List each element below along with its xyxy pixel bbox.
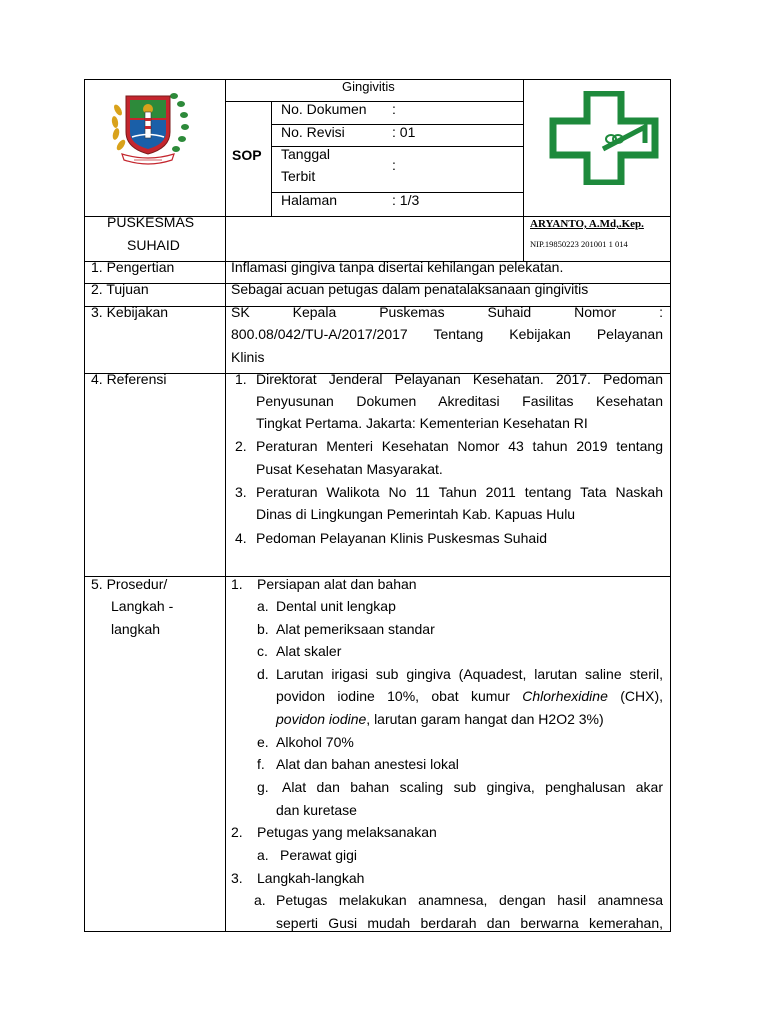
kabupaten-crest-logo [108,82,192,168]
item-d-line1: Larutan irigasi sub gingiva (Aquadest, larutan saline steril, [276,666,663,682]
no-revisi-value: : 01 [392,124,416,140]
povidon-iodine-text: povidon iodine [276,711,367,727]
kebijakan-label: 3. Kebijakan [91,304,169,320]
signer-name: ARYANTO, A.Md,.Kep. [530,218,644,230]
item-d-num: d. [257,666,269,682]
referensi-1-line1: Direktorat Jenderal Pelayanan Kesehatan. 2017. Pedoman [256,371,663,387]
referensi-3-num: 3. [235,484,247,500]
tujuan-text: Sebagai acuan petugas dalam penatalaksanaan gingivitis [231,281,589,297]
tanggal-terbit-label-1: Tanggal [281,146,331,162]
step1-title: Persiapan alat dan bahan [257,576,417,592]
item-g-num: g. [257,779,269,795]
item-e-text: Alkohol 70% [276,734,354,750]
prosedur-label-2: Langkah - [111,598,174,614]
chlorhexidine-text: Chlorhexidine [522,688,608,704]
prosedur-label-1: 5. Prosedur/ [91,576,168,592]
item-c-text: Alat skaler [276,643,342,659]
step3-item-line2: seperti Gusi mudah berdarah dan berwarna kemerahan, [276,915,663,931]
step2-item-num: a. [257,847,269,863]
prosedur-label-3: langkah [111,621,161,637]
signer-nip: NIP.19850223 201001 1 014 [530,239,628,249]
item-d-line2-words: povidon iodine 10%, obat kumur [276,688,510,704]
crest-leaves-right [170,93,189,152]
step2-num: 2. [231,824,243,840]
referensi-1-num: 1. [235,371,247,387]
item-e-num: e. [257,734,269,750]
referensi-4-num: 4. [235,530,247,546]
tujuan-label: 2. Tujuan [91,281,149,297]
item-f-text: Alat dan bahan anestesi lokal [276,756,459,772]
item-g-line2: dan kuretase [276,802,357,818]
referensi-4-line1: Pedoman Pelayanan Klinis Puskesmas Suhaid [256,530,548,546]
step3-item-num: a. [254,892,266,908]
tanggal-terbit-value: : [392,157,396,173]
puskesmas-cross-logo [549,91,659,185]
step3-item-line1: Petugas melakukan anamnesa, dengan hasil anamnesa [276,892,663,908]
no-revisi-label: No. Revisi [281,124,345,140]
referensi-3-line2: Dinas di Lingkungan Pemerintah Kab. Kapuas Hulu [256,506,576,522]
item-d-line2 [276,688,663,705]
referensi-2-line2: Pusat Kesehatan Masyarakat. [256,461,443,477]
item-b-num: b. [257,621,269,637]
referensi-2-line1: Peraturan Menteri Kesehatan Nomor 43 tahun 2019 tentang [256,438,663,454]
item-a-num: a. [257,598,269,614]
step3-num: 3. [231,870,243,886]
item-a-text: Dental unit lengkap [276,598,396,614]
item-g-line1: Alat dan bahan scaling sub gingiva, penghalusan akar [282,779,663,795]
halaman-value: : 1/3 [392,192,420,208]
referensi-2-num: 2. [235,438,247,454]
item-c-num: c. [257,643,268,659]
item-d-line3-rest: , larutan garam hangat dan H2O2 3%) [366,711,604,727]
chx-text: (CHX), [620,688,663,704]
referensi-1-line3: Tingkat Pertama. Jakarta: Kementerian Kesehatan RI [256,415,588,431]
sop-label: SOP [232,147,262,163]
kebijakan-line1: SK Kepala Puskemas Suhaid Nomor : [231,304,663,320]
halaman-label: Halaman [281,192,338,208]
org-name-line1: PUSKESMAS [107,214,195,230]
step1-num: 1. [231,576,243,592]
step3-title: Langkah-langkah [257,870,365,886]
referensi-label: 4. Referensi [91,371,167,387]
pengertian-label: 1. Pengertian [91,259,175,275]
pengertian-text: Inflamasi gingiva tanpa disertai kehilangan pelekatan. [231,259,564,275]
item-f-num: f. [257,756,265,772]
step2-title: Petugas yang melaksanakan [257,824,437,840]
step2-item-text: Perawat gigi [280,847,358,863]
crest-leaves-left [111,103,127,151]
item-b-text: Alat pemeriksaan standar [276,621,435,637]
kebijakan-line3: Klinis [231,349,265,365]
tanggal-terbit-label-2: Terbit [281,168,316,184]
document-title: Gingivitis [342,79,395,94]
referensi-1-line2: Penyusunan Dokumen Akreditasi Fasilitas Kesehatan [256,393,663,409]
no-dokumen-label: No. Dokumen [281,101,367,117]
no-dokumen-value: : [392,101,396,117]
item-d-line3 [276,711,604,728]
referensi-3-line1: Peraturan Walikota No 11 Tahun 2011 tentang Tata Naskah [256,484,663,500]
kebijakan-line2: 800.08/042/TU-A/2017/2017 Tentang Kebijakan Pelayanan [231,326,663,342]
org-name-line2: SUHAID [127,237,180,253]
